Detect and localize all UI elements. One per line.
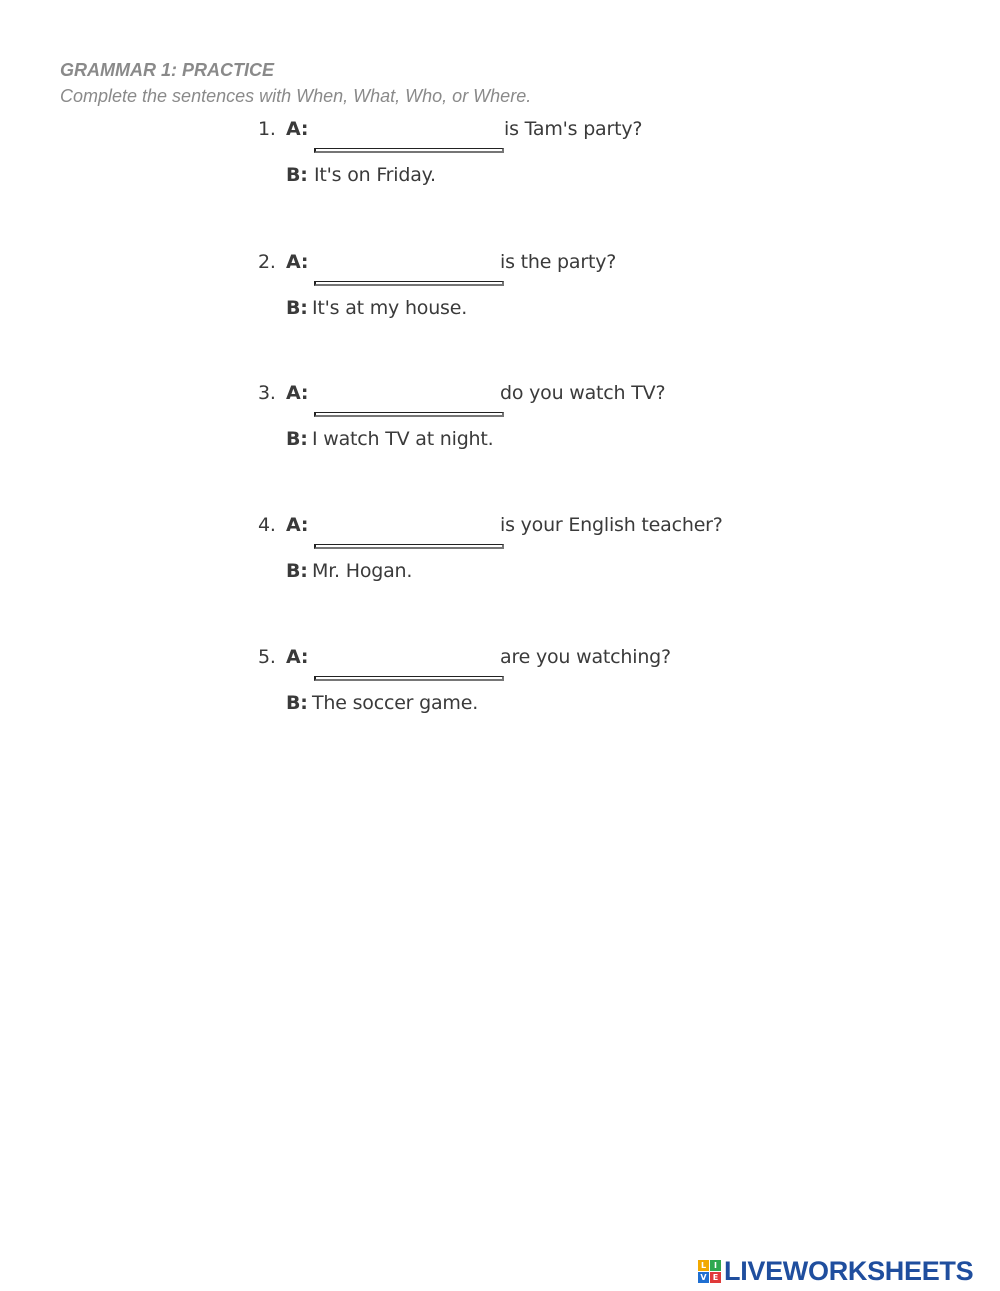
logo-text: LIVEWORKSHEETS (724, 1256, 974, 1286)
question-2 (258, 251, 818, 361)
speaker-b-label: B: (286, 692, 308, 714)
answer-text: Mr. Hogan. (312, 560, 413, 582)
speaker-b-label: B: (286, 297, 308, 319)
question-number: 2. (258, 251, 276, 273)
answer-blank-2[interactable] (314, 281, 504, 286)
logo-icon (698, 1260, 721, 1283)
speaker-a-label: A: (286, 646, 309, 668)
speaker-a-label: A: (286, 382, 309, 404)
question-1 (258, 118, 818, 228)
logo-cell: I (710, 1260, 721, 1271)
question-text: do you watch TV? (500, 382, 666, 404)
speaker-a-label: A: (286, 118, 309, 140)
answer-blank-1[interactable] (314, 148, 504, 153)
question-4 (258, 514, 818, 624)
answer-text: It's at my house. (312, 297, 468, 319)
answer-blank-5[interactable] (314, 676, 504, 681)
logo-cell: L (698, 1260, 709, 1271)
question-number: 5. (258, 646, 276, 668)
question-number: 3. (258, 382, 276, 404)
answer-blank-4[interactable] (314, 544, 504, 549)
logo-cell: E (710, 1272, 721, 1283)
answer-text: I watch TV at night. (312, 428, 494, 450)
question-text: is the party? (500, 251, 617, 273)
speaker-b-label: B: (286, 560, 308, 582)
speaker-a-label: A: (286, 514, 309, 536)
speaker-b-label: B: (286, 164, 308, 186)
answer-text: It's on Friday. (314, 164, 436, 186)
worksheet-title: GRAMMAR 1: PRACTICE (60, 60, 274, 80)
question-5 (258, 646, 818, 756)
answer-blank-3[interactable] (314, 412, 504, 417)
question-text: is your English teacher? (500, 514, 723, 536)
question-number: 4. (258, 514, 276, 536)
question-text: are you watching? (500, 646, 671, 668)
answer-text: The soccer game. (312, 692, 479, 714)
logo-cell: V (698, 1272, 709, 1283)
question-3 (258, 382, 818, 492)
speaker-a-label: A: (286, 251, 309, 273)
worksheet-instructions: Complete the sentences with When, What, Who, or Where. (60, 86, 532, 106)
question-number: 1. (258, 118, 276, 140)
speaker-b-label: B: (286, 428, 308, 450)
question-text: is Tam's party? (504, 118, 643, 140)
liveworksheets-logo (698, 1256, 973, 1287)
